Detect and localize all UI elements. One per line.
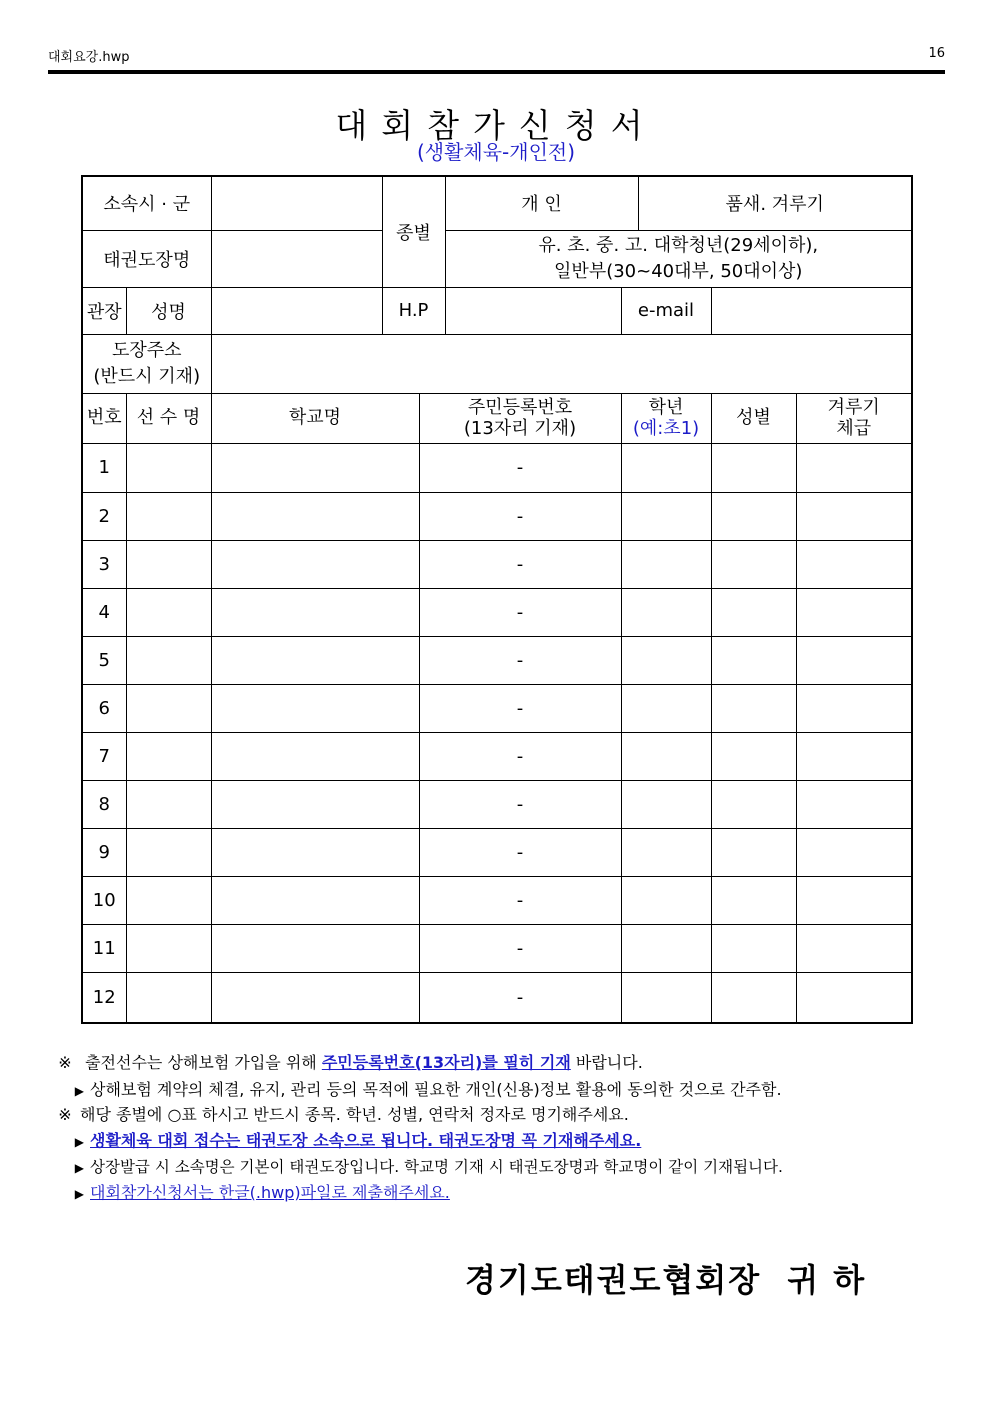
grade-cell[interactable]: [621, 492, 711, 540]
row-number: 5: [82, 636, 126, 684]
player-name-cell[interactable]: [126, 829, 211, 877]
player-name-cell[interactable]: [126, 636, 211, 684]
hp-value[interactable]: [445, 287, 621, 334]
gender-cell[interactable]: [711, 492, 796, 540]
signature-line: [465, 1255, 866, 1301]
table-row: [82, 973, 912, 1023]
category-individual[interactable]: 개 인: [445, 176, 638, 230]
note-1: [50, 1050, 643, 1073]
player-name-cell[interactable]: [126, 781, 211, 829]
grade-cell[interactable]: [621, 925, 711, 973]
weight-class-cell[interactable]: [796, 443, 912, 492]
rrn-cell[interactable]: -: [419, 443, 621, 492]
player-name-cell[interactable]: [126, 492, 211, 540]
row-number: 6: [82, 685, 126, 733]
triangle-bullet-icon: ▶: [74, 1084, 84, 1098]
note-4: [50, 1128, 641, 1151]
table-row: [82, 588, 912, 636]
gender-cell[interactable]: [711, 781, 796, 829]
divisions-cell[interactable]: [445, 230, 912, 287]
application-form-table: [81, 175, 913, 1024]
col-grade-header: [621, 393, 711, 443]
signature-honorific: 귀 하: [787, 1261, 867, 1299]
player-name-cell[interactable]: [126, 925, 211, 973]
note-5-text: 상장발급 시 소속명은 기본이 태권도장입니다. 학교명 기재 시 태권도장명과 학교명이 같이 기재됩니다.: [90, 1158, 783, 1176]
table-row: [82, 685, 912, 733]
player-name-cell[interactable]: [126, 443, 211, 492]
note-1-post: 바랍니다.: [570, 1053, 643, 1072]
school-cell[interactable]: [211, 877, 419, 925]
email-label: e-mail: [621, 287, 711, 334]
school-cell[interactable]: [211, 636, 419, 684]
page-header: [48, 44, 945, 66]
col-weight-line2: 체급: [836, 418, 872, 440]
form-subtitle: (생활체육-개인전): [416, 140, 576, 164]
page-number: 16: [928, 46, 945, 61]
gender-cell[interactable]: [711, 685, 796, 733]
grade-cell[interactable]: [621, 636, 711, 684]
player-name-cell[interactable]: [126, 733, 211, 781]
rrn-cell[interactable]: -: [419, 733, 621, 781]
gender-cell[interactable]: [711, 925, 796, 973]
table-row: [82, 636, 912, 684]
weight-class-cell[interactable]: [796, 685, 912, 733]
weight-class-cell[interactable]: [796, 829, 912, 877]
rrn-cell[interactable]: -: [419, 685, 621, 733]
affiliation-label: 소속시 · 군: [82, 176, 211, 230]
player-name-cell[interactable]: [126, 973, 211, 1023]
note-2: [50, 1077, 782, 1100]
row-number: 11: [82, 925, 126, 973]
weight-class-cell[interactable]: [796, 733, 912, 781]
table-row: [82, 781, 912, 829]
note-2-text: 상해보험 계약의 체결, 유지, 관리 등의 목적에 필요한 개인(신용)정보 활용에 동의한 것으로 간주함.: [90, 1080, 782, 1099]
col-grade-line2: (예:초1): [632, 418, 700, 440]
weight-class-cell[interactable]: [796, 636, 912, 684]
row-number: 8: [82, 781, 126, 829]
gender-cell[interactable]: [711, 973, 796, 1023]
row-number: 2: [82, 492, 126, 540]
grade-cell[interactable]: [621, 733, 711, 781]
table-row: [82, 829, 912, 877]
school-cell[interactable]: [211, 973, 419, 1023]
dojang-name-label: 태권도장명: [82, 230, 211, 287]
gender-cell[interactable]: [711, 636, 796, 684]
row-number: 12: [82, 973, 126, 1023]
gender-cell[interactable]: [711, 733, 796, 781]
grade-cell[interactable]: [621, 781, 711, 829]
player-name-cell[interactable]: [126, 588, 211, 636]
player-name-cell[interactable]: [126, 877, 211, 925]
rrn-cell[interactable]: -: [419, 588, 621, 636]
signature-org: 경기도태권도협회장: [465, 1261, 762, 1299]
row-number: 10: [82, 877, 126, 925]
player-name-cell[interactable]: [126, 540, 211, 588]
rrn-cell[interactable]: -: [419, 877, 621, 925]
file-name: 대회요강.hwp: [48, 50, 130, 65]
weight-class-cell[interactable]: [796, 540, 912, 588]
note-1-highlight: 주민등록번호(13자리)를 필히 기재: [321, 1053, 571, 1072]
school-cell[interactable]: [211, 443, 419, 492]
rrn-cell[interactable]: -: [419, 540, 621, 588]
form-title: 대회참가신청서: [335, 106, 657, 145]
weight-class-cell[interactable]: [796, 973, 912, 1023]
weight-class-cell[interactable]: [796, 877, 912, 925]
gender-cell[interactable]: [711, 877, 796, 925]
note-3: [50, 1102, 629, 1125]
note-5: [50, 1155, 783, 1177]
table-row: [82, 733, 912, 781]
rrn-cell[interactable]: -: [419, 636, 621, 684]
triangle-bullet-icon: ▶: [74, 1187, 84, 1201]
divisions-line2: 일반부(30~40대부, 50대이상): [554, 260, 803, 282]
gender-cell[interactable]: [711, 588, 796, 636]
affiliation-value[interactable]: [211, 176, 382, 230]
col-grade-line1: 학년: [648, 396, 684, 418]
note-1-pre: 출전선수는 상해보험 가입을 위해: [85, 1053, 322, 1072]
address-label-line1: 도장주소: [111, 339, 182, 361]
col-rrn-header: [419, 393, 621, 443]
weight-class-cell[interactable]: [796, 781, 912, 829]
school-cell[interactable]: [211, 925, 419, 973]
col-rrn-line1: 주민등록번호: [467, 396, 573, 418]
director-name-value[interactable]: [211, 287, 382, 334]
table-row: [82, 540, 912, 588]
grade-cell[interactable]: [621, 829, 711, 877]
rrn-cell[interactable]: -: [419, 781, 621, 829]
col-school-header: 학교명: [211, 393, 419, 443]
address-label-line2: (반드시 기재): [93, 365, 201, 387]
rrn-cell[interactable]: -: [419, 925, 621, 973]
category-events[interactable]: 품새. 겨루기: [638, 176, 912, 230]
divisions-line1: 유. 초. 중. 고. 대학청년(29세이하),: [538, 234, 819, 256]
note-6: [50, 1180, 450, 1203]
school-cell[interactable]: [211, 685, 419, 733]
col-weight-header: [796, 393, 912, 443]
category-label: 종별: [382, 176, 445, 287]
grade-cell[interactable]: [621, 973, 711, 1023]
note-4-text: 생활체육 대회 접수는 태권도장 소속으로 됩니다. 태권도장명 꼭 기재해주세요.: [90, 1131, 642, 1150]
grade-cell[interactable]: [621, 685, 711, 733]
email-value[interactable]: [711, 287, 912, 334]
gender-cell[interactable]: [711, 829, 796, 877]
hp-label: H.P: [382, 287, 445, 334]
col-weight-line1: 겨루기: [827, 396, 880, 418]
school-cell[interactable]: [211, 540, 419, 588]
grade-cell[interactable]: [621, 540, 711, 588]
school-cell[interactable]: [211, 588, 419, 636]
table-row: [82, 492, 912, 540]
school-cell[interactable]: [211, 829, 419, 877]
grade-cell[interactable]: [621, 443, 711, 492]
grade-cell[interactable]: [621, 588, 711, 636]
row-number: 9: [82, 829, 126, 877]
rrn-cell[interactable]: -: [419, 492, 621, 540]
triangle-bullet-icon: ▶: [74, 1161, 84, 1175]
gender-cell[interactable]: [711, 443, 796, 492]
weight-class-cell[interactable]: [796, 588, 912, 636]
weight-class-cell[interactable]: [796, 492, 912, 540]
col-gender-header: 성별: [711, 393, 796, 443]
gender-cell[interactable]: [711, 540, 796, 588]
rrn-cell[interactable]: -: [419, 829, 621, 877]
weight-class-cell[interactable]: [796, 925, 912, 973]
player-name-cell[interactable]: [126, 685, 211, 733]
col-rrn-line2: (13자리 기재): [463, 418, 577, 440]
school-cell[interactable]: [211, 492, 419, 540]
row-number: 1: [82, 443, 126, 492]
table-row: [82, 877, 912, 925]
row-number: 7: [82, 733, 126, 781]
school-cell[interactable]: [211, 781, 419, 829]
note-3-text: 해당 종별에 ○표 하시고 반드시 종목. 학년. 성별, 연락처 정자로 명기해주세요.: [80, 1105, 629, 1124]
grade-cell[interactable]: [621, 877, 711, 925]
row-number: 3: [82, 540, 126, 588]
dojang-name-value[interactable]: [211, 230, 382, 287]
row-number: 4: [82, 588, 126, 636]
reference-mark-icon: ※: [58, 1105, 72, 1124]
table-row: [82, 925, 912, 973]
name-label: 성명: [126, 287, 211, 334]
note-6-text: 대회참가신청서는 한글(.hwp)파일로 제출해주세요.: [90, 1183, 450, 1202]
header-rule: [48, 70, 945, 74]
rrn-cell[interactable]: -: [419, 973, 621, 1023]
director-label: 관장: [82, 287, 126, 334]
school-cell[interactable]: [211, 733, 419, 781]
triangle-bullet-icon: ▶: [74, 1135, 84, 1149]
reference-mark-icon: ※: [58, 1053, 72, 1072]
address-value[interactable]: [211, 334, 912, 393]
col-player-header: 선 수 명: [126, 393, 211, 443]
col-no-header: 번호: [82, 393, 126, 443]
address-label: [82, 334, 211, 393]
table-row: [82, 443, 912, 492]
